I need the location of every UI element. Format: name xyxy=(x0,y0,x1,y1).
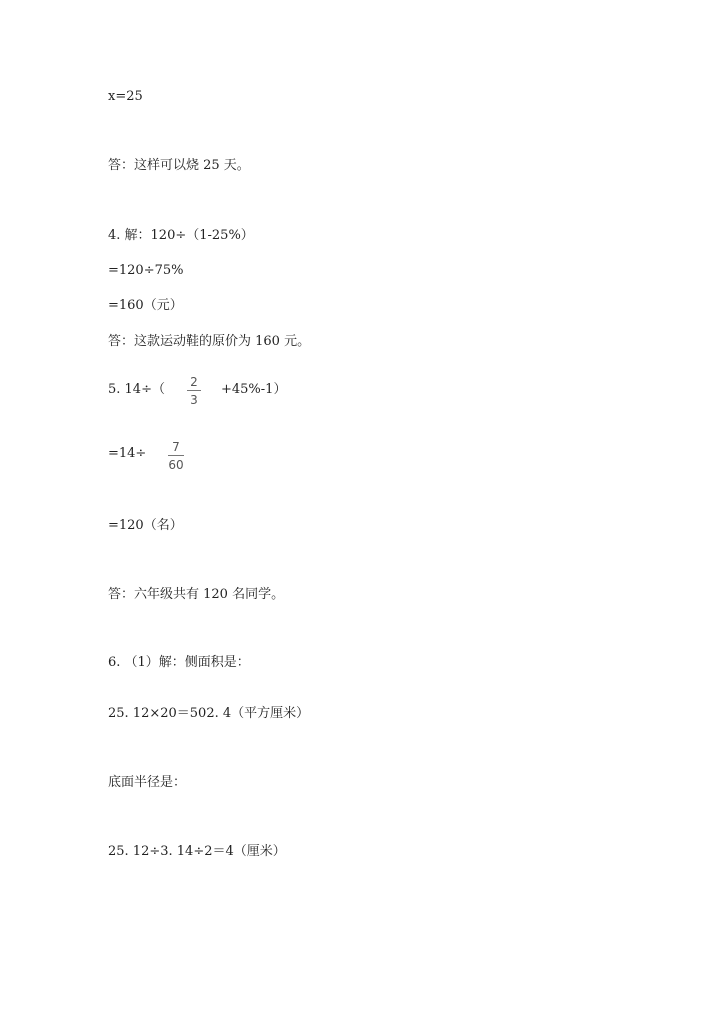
problem-4-solution: 4. 解：120÷（1-25%） xyxy=(108,228,254,243)
problem-5-step-2: =120（名） xyxy=(108,518,183,533)
fraction-denominator: 3 xyxy=(190,393,198,407)
problem-6-lateral-area: 25. 12×20＝502. 4（平方厘米） xyxy=(108,706,310,721)
answer-students: 答：六年级共有 120 名同学。 xyxy=(108,587,285,602)
problem-5-expression-end: +45%-1） xyxy=(221,382,287,397)
problem-6-radius-calc: 25. 12÷3. 14÷2＝4（厘米） xyxy=(108,844,286,859)
answer-days: 答：这样可以烧 25 天。 xyxy=(108,158,250,173)
fraction-bar xyxy=(168,455,184,456)
fraction-numerator: 7 xyxy=(172,440,180,454)
problem-5-step-1: =14÷ xyxy=(108,446,147,461)
problem-4-step-1: =120÷75% xyxy=(108,263,184,278)
fraction-two-thirds xyxy=(187,375,201,407)
problem-6-part-1: 6. （1）解：侧面积是： xyxy=(108,655,250,670)
fraction-numerator: 2 xyxy=(190,375,198,389)
line-x-equals: x=25 xyxy=(108,89,143,104)
answer-shoe-price: 答：这款运动鞋的原价为 160 元。 xyxy=(108,334,311,349)
fraction-seven-sixtieths xyxy=(168,440,184,472)
fraction-denominator: 60 xyxy=(168,458,184,472)
problem-6-radius-label: 底面半径是： xyxy=(108,775,187,790)
problem-4-step-2: =160（元） xyxy=(108,298,183,313)
problem-5-expression-start: 5. 14÷（ xyxy=(108,382,165,397)
fraction-bar xyxy=(187,390,201,391)
